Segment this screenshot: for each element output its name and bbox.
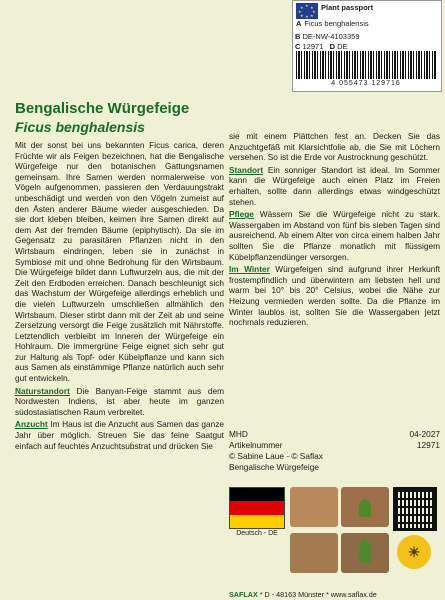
pflege-section: Pflege Wässern Sie die Würgefeige nicht zu stark. Wassergaben im Abstand von fünf bis sieben Tagen sind ausreichend. Ab einem Alter von circa einem halben Jahr sollten Sie die Pflanze monatlich mit flüssigem Kübelpflanzendünger versorgen.: [229, 209, 440, 262]
winter-section: Im Winter Würgefeigen sind aufgrund ihrer Herkunft frostempfindlich und überwintern am liebsten hell und warm bei 10° bis 20° Celsius, wobei die Nähe zur Heizung vermieden werden sollte. Da die Pflanze im Winter laublos ist, sollten Sie die Wassergaben jetzt nochmals reduzieren.: [229, 264, 440, 328]
anzucht-continued: sie mit einem Plättchen fest an. Decken Sie das Anzuchtgefäß mit Klarsichtfolie ab, die Sie mit Löchern versehen. So ist die Erde vor Austrocknung geschützt.: [229, 131, 440, 163]
anzucht-section: Anzucht Im Haus ist die Anzucht aus Samen das ganze Jahr über möglich. Streuen Sie das feine Saatgut einfach auf feuchtes Anzuchtsubstrat und drücken Sie: [15, 419, 224, 451]
language-label: Deutsch - DE: [236, 530, 278, 537]
barcode-number: 4 055473 129716: [296, 79, 436, 89]
qr-code: [393, 487, 437, 531]
barcode: [296, 51, 436, 79]
young-plant-icon: [341, 533, 389, 573]
german-flag-icon: [229, 487, 285, 529]
standort-section: Standort Ein sonniger Standort ist ideal. Im Sommer kann die Würgefeige auch einen Platz im Freien erhalten, sollte dann allerdings etwas windgeschützt stehen.: [229, 164, 440, 207]
product-name-small: Bengalische Würgefeige: [229, 462, 319, 472]
article-row: Artikelnummer 12971: [229, 440, 440, 450]
sun-icon: ☀: [397, 535, 431, 569]
passport-line-cd: C 12971 D DE: [295, 42, 348, 51]
left-column: [15, 140, 224, 453]
right-column: [229, 131, 440, 330]
intro-text: Mit der sonst bei uns bekannten Ficus carica, deren Früchte wir als Feigen bezeichnen, hat die Bengalische Würgefeige nur den botanischen Gattungsnamen gemeinsam. Ihre Samen werden normalerweise von Vögeln aufgenommen, passieren den Verdauungstrakt unbeschädigt und werden von den Vögeln zumeist auf den Ästen anderer Bäume wieder ausgeschieden. Da sie dort kleben bleiben, keimen ihre Samen direkt auf dem Ast der fremden Bäume (epiphytisch). Da sie im Gegensatz zu parasitären Pflanzen nicht in den Wirtsbaum eindringen, leben sie in zunächst in Symbiose mit und ohne Bedrohung für den Wirtsbaum. Die Würgefeige bildet dann Luftwurzeln aus, die mit der Zeit den Erdboden erreichen. Danach beschleunigt sich das Wachstum der Würgefeige allerdings erheblich und die vielen Luftwurzeln umschließen allmählich den Wirtsbaum. Dieser stirbt dann mit der Zeit ab und seine Zersetzung versorgt die Feige zusätzlich mit Nährstoffe. Letztendlich verbleibt im Inneren der Würgefeige ein Hohlraum. Die immergrüne Feige eignet sich sehr gut zur Haltung als Topf- oder Kübelpflanze und kann sich aus Samen als einstämmige Pflanze natürlich auch sehr gut entwickeln.: [15, 140, 224, 384]
seed-pot-icon: [290, 487, 338, 527]
scientific-name: Ficus benghalensis: [15, 119, 145, 135]
illustration-strip: [229, 485, 440, 595]
brand-name: SAFLAX: [229, 590, 258, 599]
passport-header: [296, 3, 438, 19]
mhd-row: MHD 04-2027: [229, 429, 440, 439]
footer-address: * D - 48163 Münster * www.saflax.de: [257, 590, 377, 599]
seedling-pot-icon: [341, 487, 389, 527]
footer: [229, 590, 377, 599]
eu-flag-icon: ★ ★ ★ ★ ★ ★ ★ ★: [296, 3, 318, 19]
product-info: [229, 429, 440, 473]
copyright: © Sabine Laue - © Saflax: [229, 451, 323, 461]
naturstandort-section: Naturstandort Die Banyan-Feige stammt aus dem Nordwesten Indiens, ist aber heute im ganzen südostasiatischen Raum verbreitet.: [15, 385, 224, 417]
passport-title: Plant passport: [321, 3, 374, 12]
passport-line-b: B DE-NW-4103359: [295, 32, 360, 41]
sowing-icon: [290, 533, 338, 573]
passport-line-a: A Ficus benghalensis: [296, 19, 369, 28]
passport-lines-bcd: [295, 32, 360, 52]
product-title: Bengalische Würgefeige: [15, 100, 190, 117]
